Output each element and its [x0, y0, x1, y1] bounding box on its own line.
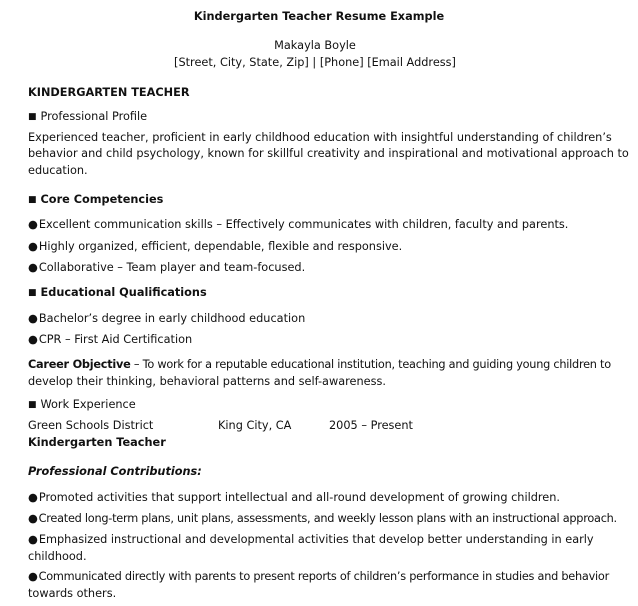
contribution-item — [28, 532, 594, 548]
contribution-item — [28, 569, 609, 585]
competencies-heading — [28, 192, 163, 209]
profile-line: Experienced teacher, proficient in early childhood education with insightful understanding of children’s — [28, 131, 612, 144]
education-heading-label: Educational Qualifications — [40, 286, 207, 299]
square-bullet-icon: ■ — [28, 400, 37, 410]
competency-item — [28, 260, 305, 276]
profile-line: behavior and child psychology, known for skillful creativity and inspirational and motivational approach to — [28, 147, 629, 160]
education-item — [28, 311, 305, 327]
competency-text: Highly organized, efficient, dependable, flexible and responsive. — [38, 240, 403, 253]
bullet-icon: ● — [28, 312, 38, 325]
bullet-icon: ● — [28, 261, 38, 274]
contribution-text: Created long-term plans, unit plans, assessments, and weekly lesson plans with an instructional approach. — [38, 512, 617, 525]
bullet-icon: ● — [28, 491, 38, 504]
competency-item — [28, 217, 568, 233]
candidate-name: Makayla Boyle — [274, 39, 356, 52]
profile-heading-label: Professional Profile — [40, 110, 148, 123]
contribution-text: Communicated directly with parents to present reports of children’s performance in studies and behavior — [38, 570, 609, 583]
contributions-heading: Professional Contributions: — [28, 465, 202, 478]
contribution-continuation: towards others. — [28, 587, 117, 600]
bullet-icon: ● — [28, 240, 38, 253]
bullet-icon: ● — [28, 218, 38, 231]
objective-line — [28, 357, 611, 373]
experience-heading-label: Work Experience — [40, 398, 136, 411]
square-bullet-icon: ■ — [28, 195, 37, 205]
profile-heading — [28, 109, 147, 126]
competency-text: Collaborative – Team player and team-focused. — [38, 261, 306, 274]
square-bullet-icon: ■ — [28, 112, 37, 122]
employment-dates: 2005 – Present — [329, 419, 413, 432]
education-text: CPR – First Aid Certification — [38, 333, 193, 346]
position-heading: KINDERGARTEN TEACHER — [28, 86, 190, 99]
employer-name: Green Schools District — [28, 419, 154, 432]
contribution-item — [28, 511, 617, 527]
square-bullet-icon: ■ — [28, 288, 37, 298]
job-role: Kindergarten Teacher — [28, 436, 166, 449]
objective-label: Career Objective — [28, 358, 131, 371]
contribution-text: Promoted activities that support intellectual and all-round development of growing children. — [38, 491, 561, 504]
education-text: Bachelor’s degree in early childhood education — [38, 312, 306, 325]
contribution-text: Emphasized instructional and developmental activities that develop better understanding in early — [38, 533, 594, 546]
objective-line: develop their thinking, behavioral patterns and self-awareness. — [28, 375, 386, 388]
employer-location: King City, CA — [218, 419, 292, 432]
contribution-item — [28, 490, 560, 506]
bullet-icon: ● — [28, 570, 38, 583]
competency-text: Excellent communication skills – Effectively communicates with children, faculty and parents. — [38, 218, 569, 231]
education-item — [28, 332, 192, 348]
bullet-icon: ● — [28, 512, 38, 525]
bullet-icon: ● — [28, 533, 38, 546]
document-title: Kindergarten Teacher Resume Example — [193, 10, 445, 23]
competency-item — [28, 239, 402, 255]
objective-text: – To work for a reputable educational institution, teaching and guiding young children to — [130, 358, 611, 371]
education-heading — [28, 285, 207, 302]
bullet-icon: ● — [28, 333, 38, 346]
competencies-heading-label: Core Competencies — [40, 193, 164, 206]
contribution-continuation: childhood. — [28, 550, 87, 563]
experience-heading — [28, 397, 136, 414]
contact-info: [Street, City, State, Zip] | [Phone] [Email Address] — [174, 56, 456, 69]
profile-line: education. — [28, 164, 88, 177]
